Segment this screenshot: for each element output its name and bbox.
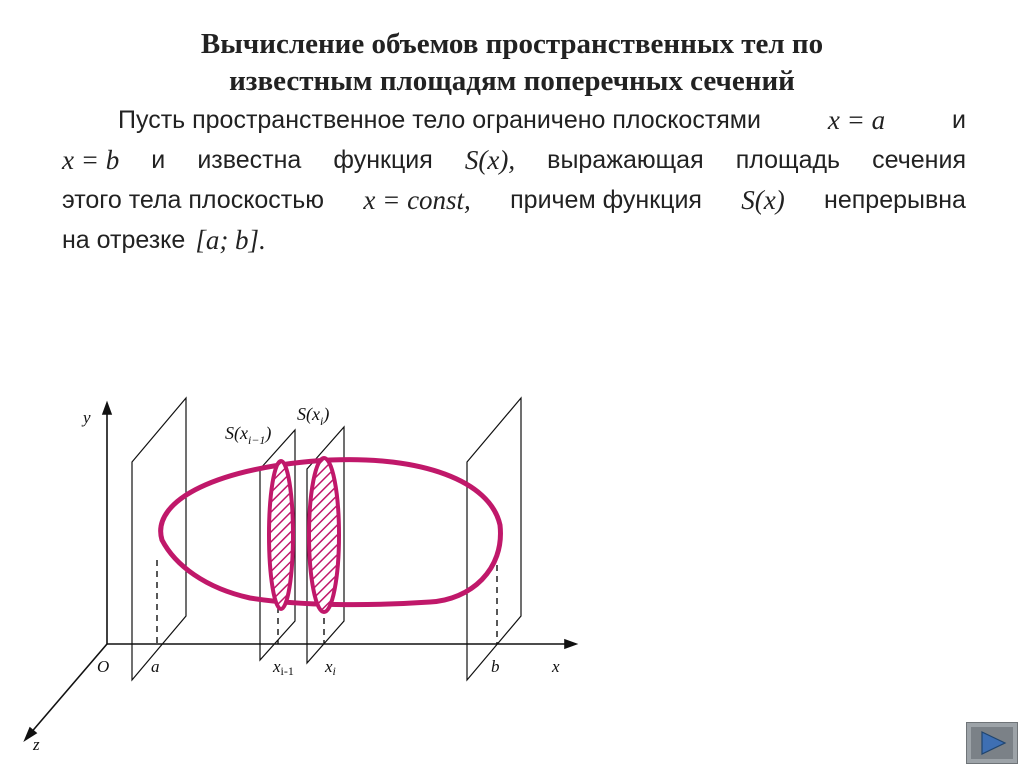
paragraph-text: причем функция [510,186,702,214]
tick-label-b: b [491,657,500,676]
play-triangle-icon [971,727,1013,759]
paragraph-text: Пусть пространственное тело ограничено плоскостями [118,106,761,134]
paragraph-text: на отрезке [62,226,186,254]
x-axis-label: x [552,657,560,676]
paragraph-text: сечения [872,146,966,174]
paragraph-line-3 [62,180,966,220]
definition-paragraph [62,100,966,260]
paragraph-line-4 [62,220,966,260]
paragraph-text: и [151,146,166,174]
x-axis-arrow [565,640,576,648]
paragraph-text: выражающая [547,146,704,174]
y-axis-arrow [103,403,111,414]
title-line-1: Вычисление объемов пространственных тел по [200,28,824,60]
math-s-of-x: S(x) [741,185,785,215]
cross-section-x-i [309,458,339,612]
z-axis [29,644,110,735]
slide-title [0,26,1024,100]
title-line-2: известным площадям поперечных сечений [229,65,795,97]
math-interval-ab: [a; b]. [195,225,266,255]
math-x-eq-const: x = const, [363,185,471,215]
math-x-eq-a: x = a [827,105,886,135]
tick-label-a: a [151,657,160,676]
plane-a [132,398,186,680]
paragraph-line-2 [62,140,966,180]
plane-b [467,398,521,680]
next-slide-button[interactable] [966,722,1018,764]
paragraph-text: и [952,106,966,134]
label-s-x-i: $S(x_i)$ [297,404,330,428]
paragraph-text: этого тела плоскостью [62,186,325,214]
origin-label: O [97,657,110,676]
coordinate-axes [25,403,576,740]
math-x-eq-b: x = b [62,145,120,175]
tick-label-x-i-1: xi-1 [273,657,294,678]
paragraph-text: известна [197,146,302,174]
paragraph-text: функция [333,146,433,174]
cross-section-diagram [0,390,640,767]
tick-label-x-i: xi [325,657,336,678]
paragraph-line-1 [62,100,966,140]
math-s-of-x: S(x), [464,145,516,175]
z-axis-label: z [33,735,40,754]
cross-section-x-i-1 [269,461,293,609]
paragraph-text: непрерывна [824,186,966,214]
label-s-x-i-1: $S(x_{i-1})$ [225,423,272,447]
y-axis-label: y [83,408,91,427]
paragraph-text: площадь [735,146,841,174]
